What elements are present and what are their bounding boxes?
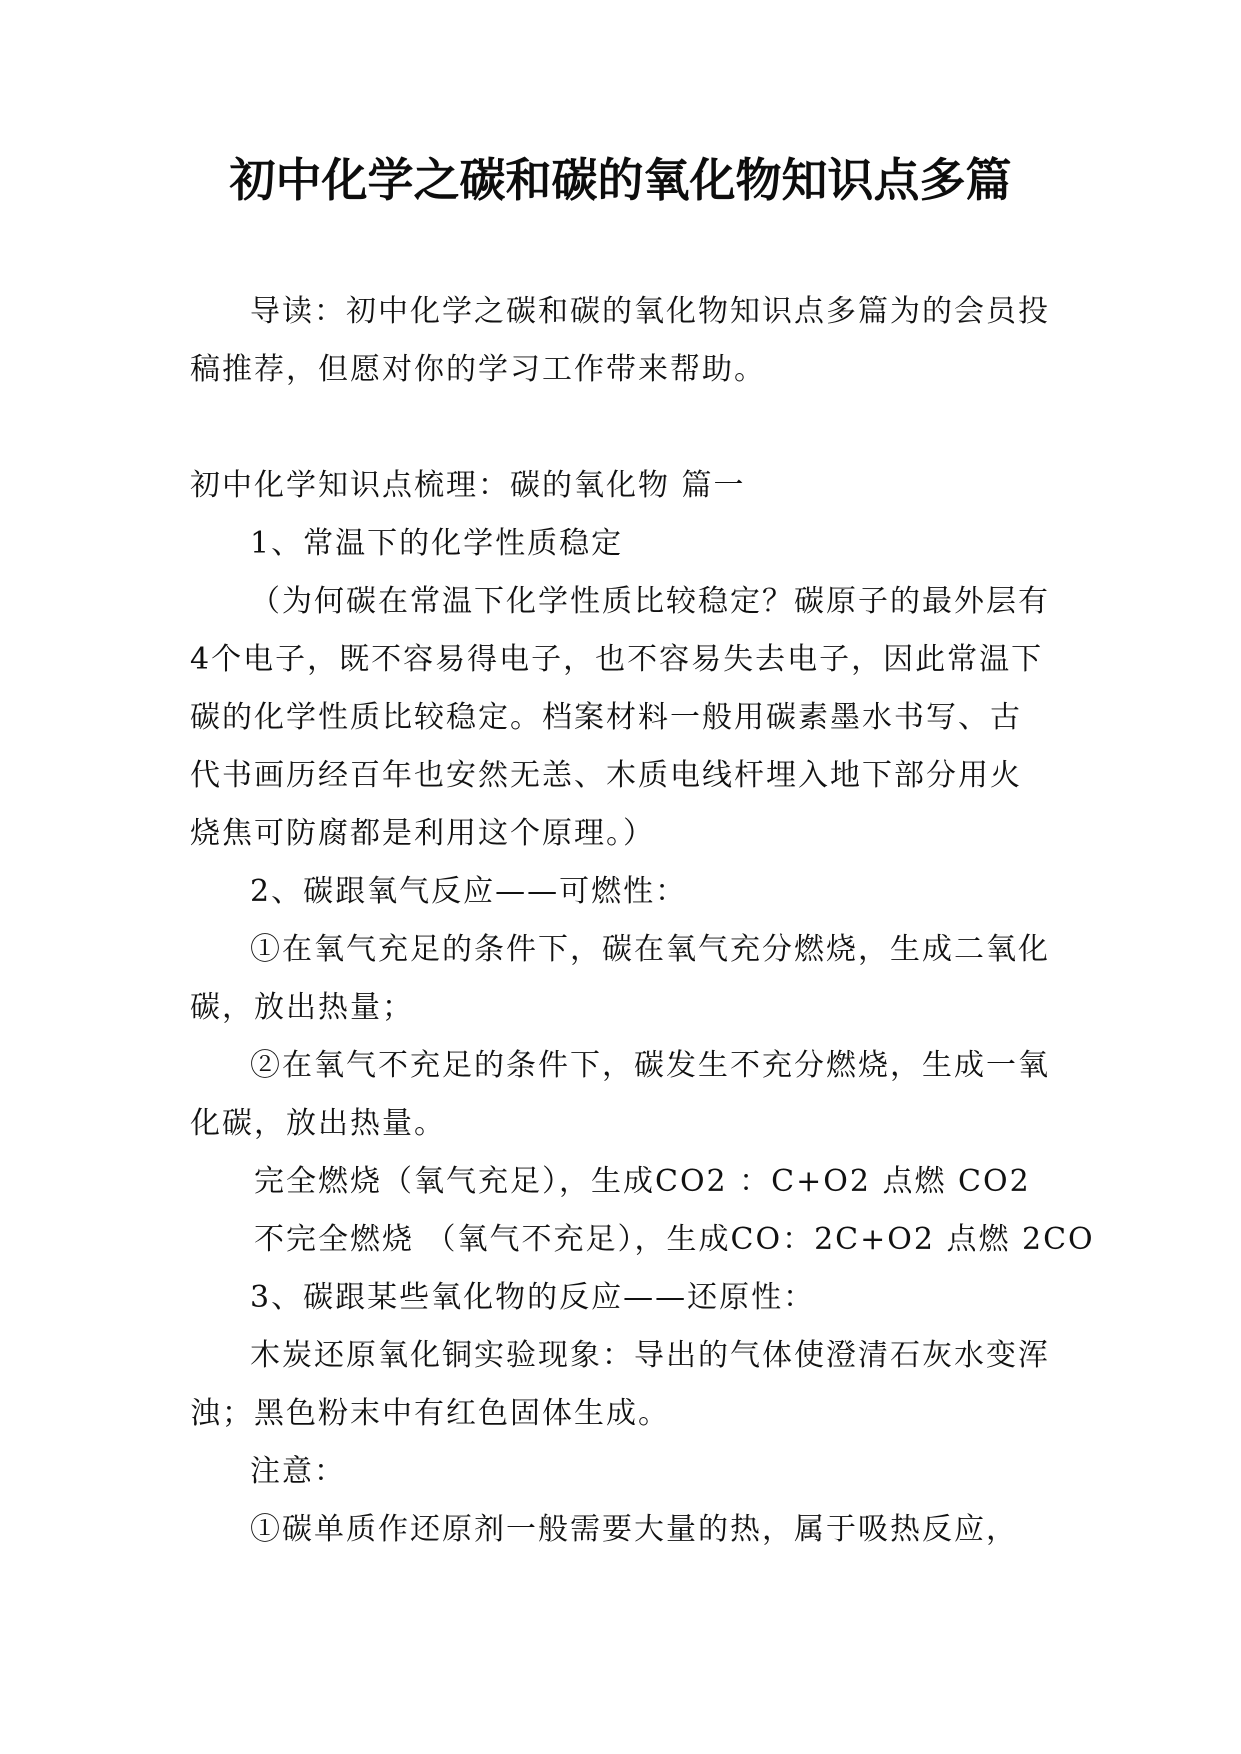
paragraph-gap	[190, 399, 1050, 457]
document-body	[190, 283, 1095, 1559]
item3-phenomenon: 木炭还原氧化铜实验现象：导出的气体使澄清石灰水变浑浊；黑色粉末中有红色固体生成。	[190, 1338, 1050, 1431]
note-label: 注意：	[250, 1454, 346, 1489]
item2-point1: ①在氧气充足的条件下，碳在氧气充分燃烧，生成二氧化碳，放出热量；	[190, 932, 1050, 1025]
item3-title: 3、碳跟某些氧化物的反应——还原性：	[250, 1280, 816, 1315]
document-title: 初中化学之碳和碳的氧化物知识点多篇	[229, 153, 1012, 207]
intro-paragraph: 导读：初中化学之碳和碳的氧化物知识点多篇为的会员投稿推荐，但愿对你的学习工作带来帮助。	[190, 294, 1050, 387]
note-item1: ①碳单质作还原剂一般需要大量的热，属于吸热反应，	[250, 1512, 1018, 1547]
item2-point2: ②在氧气不充足的条件下，碳发生不充分燃烧，生成一氧化碳，放出热量。	[190, 1048, 1050, 1141]
complete-combustion-equation: 完全燃烧（氧气充足），生成CO2 ：C+O2 点燃 CO2	[254, 1164, 1031, 1199]
item1-title: 1、常温下的化学性质稳定	[250, 526, 624, 561]
item2-title: 2、碳跟氧气反应——可燃性：	[250, 874, 688, 909]
incomplete-combustion-equation: 不完全燃烧 （氧气不充足），生成CO：2C+O2 点燃 2CO	[254, 1222, 1095, 1257]
section-heading: 初中化学知识点梳理：碳的氧化物 篇一	[190, 468, 746, 503]
item1-body: （为何碳在常温下化学性质比较稳定？碳原子的最外层有4个电子，既不容易得电子，也不容易失去电子，因此常温下碳的化学性质比较稳定。档案材料一般用碳素墨水书写、古代书画历经百年也安然无恙、木质电线杆埋入地下部分用火烧焦可防腐都是利用这个原理。）	[190, 584, 1050, 851]
